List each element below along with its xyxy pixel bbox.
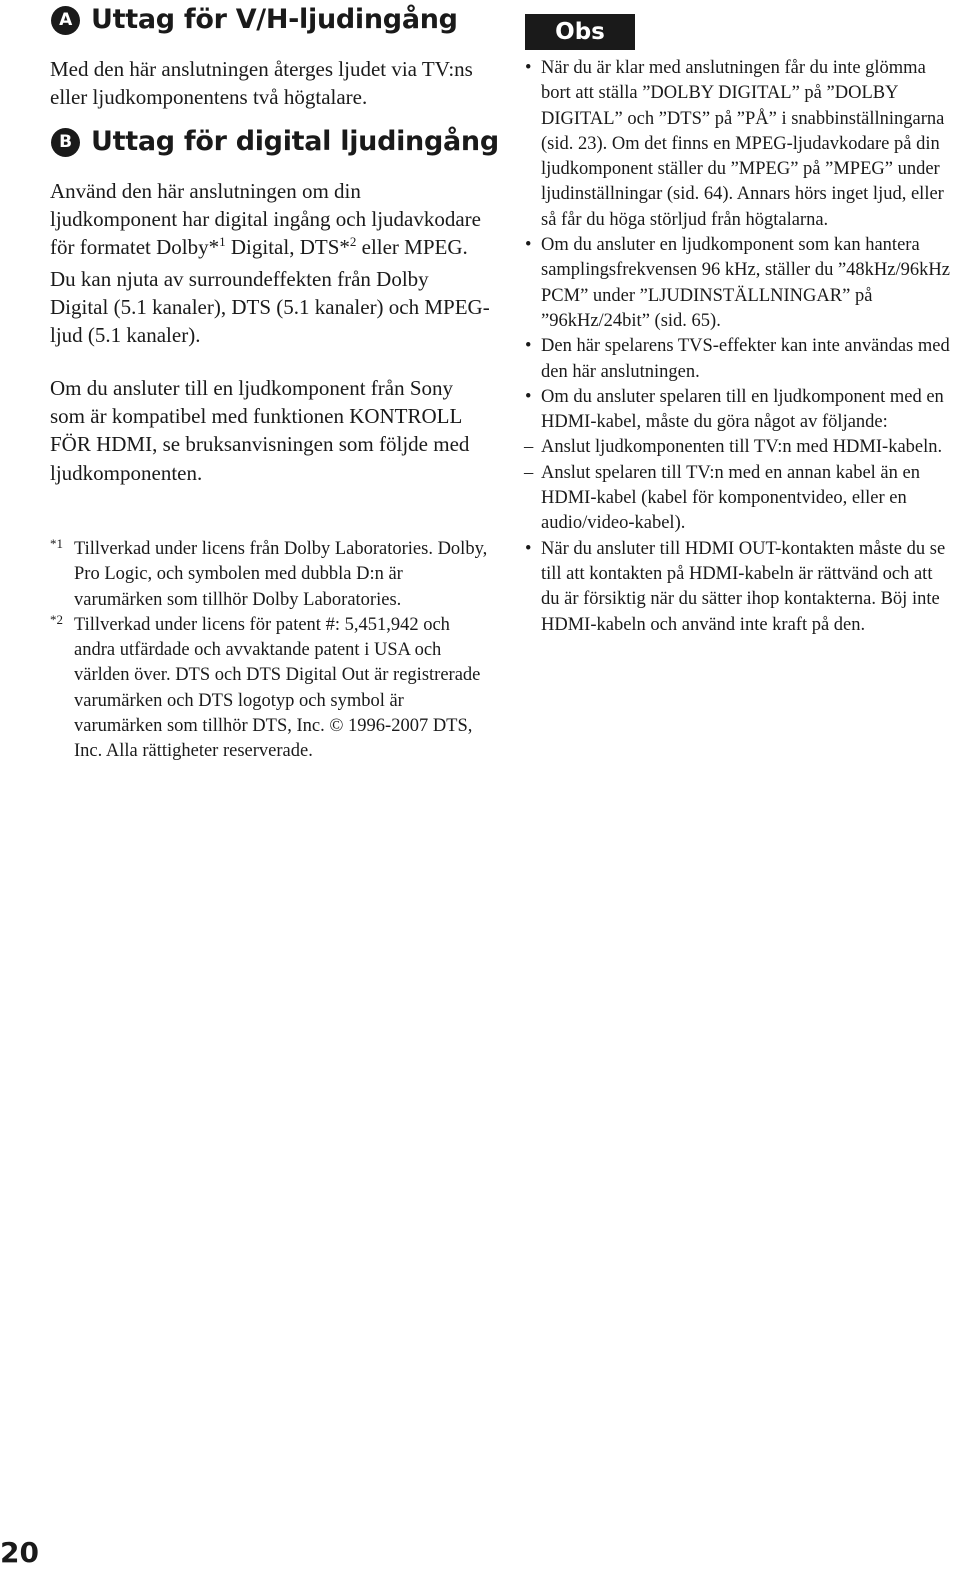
footnotes [50, 537, 490, 765]
dash-icon: – [524, 462, 534, 483]
list-item-text: Om du ansluter en ljudkomponent som kan hantera samplingsfrekvensen 96 kHz, ställer du ”48kHz/96kHz PCM” under ”LJUDINSTÄLLNINGAR” på ”96kHz/24bit” (sid. 65). [541, 235, 950, 331]
section-b-text2: Om du ansluter till en ljudkomponent från Sony som är kompatibel med funktionen KONTROLL FÖR HDMI, se bruksanvisningen som följde med ljudkomponenten. [50, 376, 470, 485]
section-b-badge: B [51, 128, 80, 157]
obs-list [523, 56, 955, 638]
list-item-text: Anslut spelaren till TV:n med en annan kabel än en HDMI-kabel (kabel för komponentvideo, eller en audio/video-kabel). [541, 462, 920, 534]
list-item [523, 334, 955, 385]
obs-label: Obs [525, 14, 635, 50]
footnote-ref-2: 2 [349, 234, 357, 250]
list-item-text: När du är klar med anslutningen får du inte glömma bort att ställa ”DOLBY DIGITAL” på ”DOLBY DIGITAL” och ”DTS” på ”PÅ” i snabbinställningarna (sid. 23). Om det finns en MPEG-ljudavkodare på din ljudkomponent ställer du ”MPEG” på ”MPEG” under ljudinställningar (sid. 64). Annars hörs inget ljud, eller så får du höga störljud från högtalarna. [541, 58, 945, 230]
section-b-heading [0, 124, 499, 160]
section-a-title: Uttag för V/H-ljudingång [91, 4, 458, 35]
bullet-icon: • [525, 538, 532, 559]
section-a-heading [0, 2, 458, 38]
page-number: 20 [0, 1536, 39, 1569]
footnote-ref-1: 1 [219, 234, 226, 250]
footnote-text: Tillverkad under licens för patent #: 5,451,942 och andra utfärdade och avvaktande patent i USA och världen över. DTS och DTS Digital Out är registrerade varumärken och DTS logotyp och symbol är varumärken som tillhör DTS, Inc. © 1996-2007 DTS, Inc. Alla rättigheter reserverade. [74, 614, 481, 762]
footnote-mark: *2 [50, 611, 63, 627]
bullet-icon: • [525, 235, 532, 256]
section-b-text [50, 177, 490, 349]
list-item [523, 461, 955, 537]
section-a-badge: A [51, 6, 80, 35]
list-item [523, 435, 955, 460]
bullet-icon: • [525, 336, 532, 357]
list-item-text: Om du ansluter spelaren till en ljudkomponent med en HDMI-kabel, måste du göra något av följande: [541, 386, 944, 433]
list-item [523, 56, 955, 233]
list-item-text: Den här spelarens TVS-effekter kan inte användas med den här anslutningen. [541, 336, 950, 382]
right-column [523, 14, 955, 638]
list-item-text: Anslut ljudkomponenten till TV:n med HDMI-kabeln. [541, 437, 943, 458]
list-item [523, 537, 955, 638]
dash-icon: – [524, 437, 534, 458]
list-item-text: När du ansluter till HDMI OUT-kontakten måste du se till att kontakten på HDMI-kabeln är rättvänd och att du är försiktig när du sätter ihop kontakterna. Böj inte HDMI-kabeln och använd inte kraft på den. [541, 538, 946, 635]
footnote-2 [50, 613, 490, 765]
list-item [523, 233, 955, 334]
bullet-icon: • [525, 386, 532, 407]
footnote-text: Tillverkad under licens från Dolby Laboratories. Dolby, Pro Logic, och symbolen med dubbla D:n är varumärken som tillhör Dolby Laboratories. [74, 539, 488, 610]
section-b-title: Uttag för digital ljudingång [91, 126, 499, 157]
section-b-text-part1: Använd den här anslutningen om din ljudkomponent har digital ingång och ljudavkodare för formatet Dolby* [50, 179, 481, 260]
footnote-mark: *1 [50, 536, 63, 551]
section-b-text-part2: Digital, DTS* [225, 235, 350, 260]
footnote-1 [50, 537, 490, 613]
list-item [523, 385, 955, 436]
section-a-text: Med den här anslutningen återges ljudet via TV:ns eller ljudkomponentens två högtalare. [50, 57, 473, 110]
section-b-text-part3: eller MPEG. Du kan njuta av surroundeffekten från Dolby Digital (5.1 kanaler), DTS (5.1 kanaler) och MPEG-ljud (5.1 kanaler). [50, 235, 490, 348]
bullet-icon: • [525, 58, 532, 78]
